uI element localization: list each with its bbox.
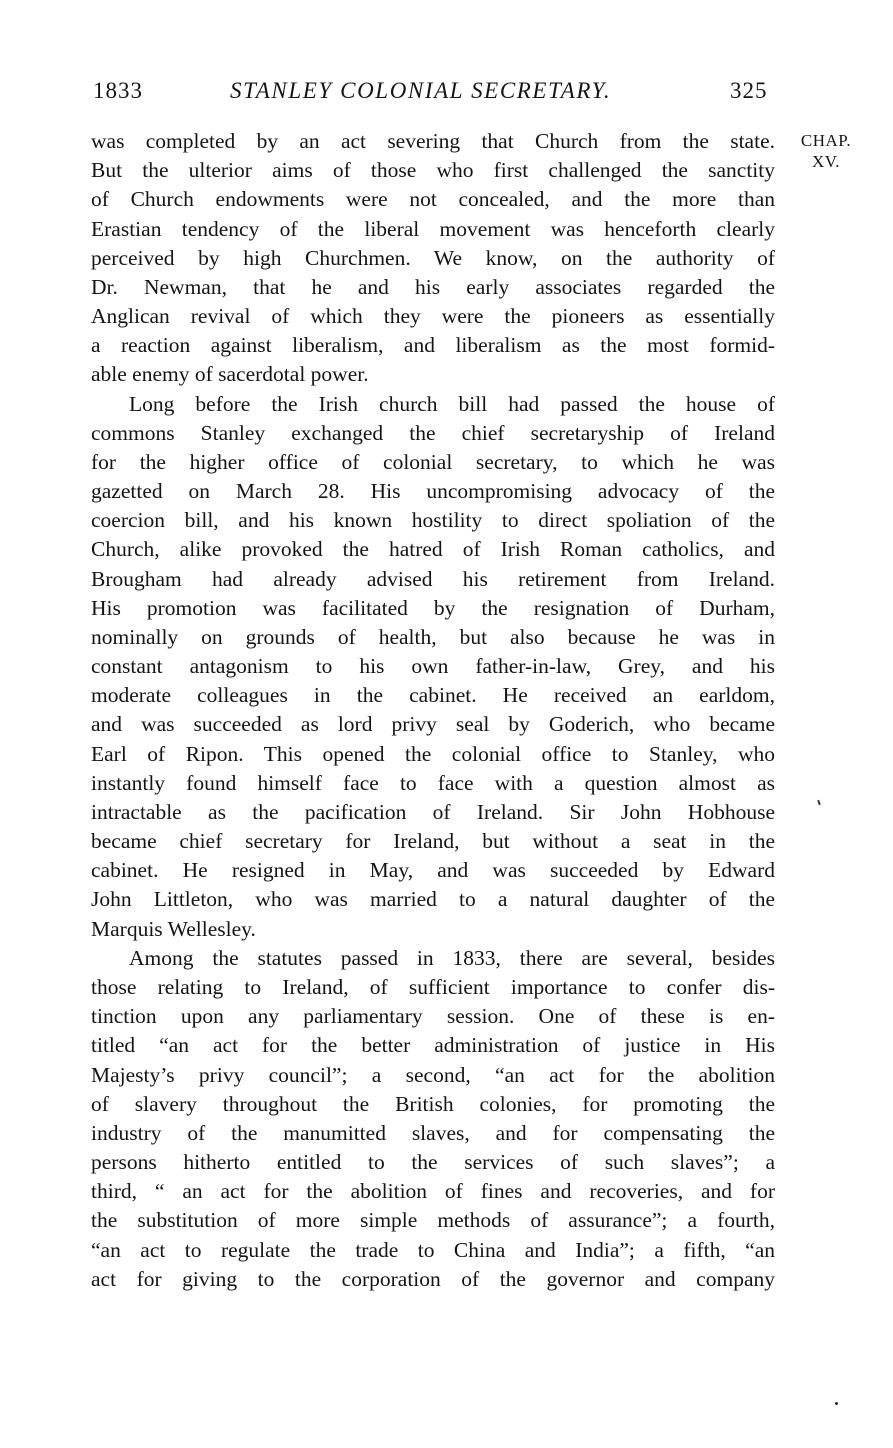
text-line: persons hitherto entitled to the services of such slaves”; a — [91, 1150, 775, 1175]
text-line: But the ulterior aims of those who first challenged the sanctity — [91, 158, 775, 183]
text-line: Anglican revival of which they were the pioneers as essentially — [91, 304, 775, 329]
chapter-label: CHAP. — [800, 131, 852, 150]
text-line: those relating to Ireland, of sufficient importance to confer dis- — [91, 974, 775, 999]
paragraph-start-line: Long before the Irish church bill had passed the house of — [129, 391, 775, 416]
text-line: instantly found himself face to face with a question almost as — [91, 770, 775, 795]
text-line: able enemy of sacerdotal power. — [91, 362, 369, 387]
text-line: of Church endowments were not concealed, and the more than — [91, 187, 775, 212]
text-line: Earl of Ripon. This opened the colonial office to Stanley, who — [91, 741, 775, 766]
text-line: was completed by an act severing that Church from the state. — [91, 129, 775, 153]
text-line: industry of the manumitted slaves, and for compensating the — [91, 1120, 775, 1145]
text-line: became chief secretary for Ireland, but without a seat in the — [91, 829, 775, 854]
text-line: third, “ an act for the abolition of fines and recoveries, and for — [91, 1179, 775, 1204]
text-line: commons Stanley exchanged the chief secretaryship of Ireland — [91, 420, 775, 445]
scan-speck — [817, 800, 821, 805]
text-line: act for giving to the corporation of the governor and company — [91, 1266, 775, 1291]
text-line: moderate colleagues in the cabinet. He received an earldom, — [91, 683, 775, 708]
header-year: 1833 — [93, 78, 143, 103]
text-line: and was succeeded as lord privy seal by Goderich, who became — [91, 712, 775, 737]
chapter-margin-note — [790, 130, 862, 172]
running-header — [0, 78, 893, 114]
text-line: intractable as the pacification of Ireland. Sir John Hobhouse — [91, 799, 775, 824]
text-line: the substitution of more simple methods of assurance”; a fourth, — [91, 1208, 775, 1233]
text-line: perceived by high Churchmen. We know, on the authority of — [91, 245, 775, 270]
text-line: Brougham had already advised his retirement from Ireland. — [91, 566, 775, 591]
text-line: His promotion was facilitated by the resignation of Durham, — [91, 595, 775, 620]
text-line: coercion bill, and his known hostility to direct spoliation of the — [91, 508, 775, 533]
text-line: for the higher office of colonial secretary, to which he was — [91, 449, 775, 474]
text-line: titled “an act for the better administration of justice in His — [91, 1033, 775, 1058]
text-line: John Littleton, who was married to a natural daughter of the — [91, 887, 775, 912]
text-line: nominally on grounds of health, but also because he was in — [91, 624, 775, 649]
page-number: 325 — [730, 78, 768, 103]
text-line: tinction upon any parliamentary session. One of these is en- — [91, 1004, 775, 1029]
text-line: of slavery throughout the British colonies, for promoting the — [91, 1091, 775, 1116]
scan-speck — [835, 1402, 838, 1405]
text-line: Church, alike provoked the hatred of Irish Roman catholics, and — [91, 537, 775, 562]
text-line: gazetted on March 28. His uncompromising advocacy of the — [91, 479, 775, 504]
text-line: Marquis Wellesley. — [91, 916, 256, 941]
text-line: Majesty’s privy council”; a second, “an act for the abolition — [91, 1062, 775, 1087]
chapter-number: XV. — [811, 152, 841, 171]
paragraph-start-line: Among the statutes passed in 1833, there are several, besides — [129, 945, 775, 970]
text-line: “an act to regulate the trade to China and India”; a fifth, “an — [91, 1237, 775, 1262]
running-title: STANLEY COLONIAL SECRETARY. — [230, 78, 612, 103]
body-text — [91, 127, 775, 1294]
text-line: Dr. Newman, that he and his early associates regarded the — [91, 274, 775, 299]
text-line: Erastian tendency of the liberal movement was henceforth clearly — [91, 216, 775, 241]
text-line: constant antagonism to his own father-in-law, Grey, and his — [91, 654, 775, 679]
text-line: a reaction against liberalism, and liberalism as the most formid- — [91, 333, 775, 358]
text-line: cabinet. He resigned in May, and was succeeded by Edward — [91, 858, 775, 883]
